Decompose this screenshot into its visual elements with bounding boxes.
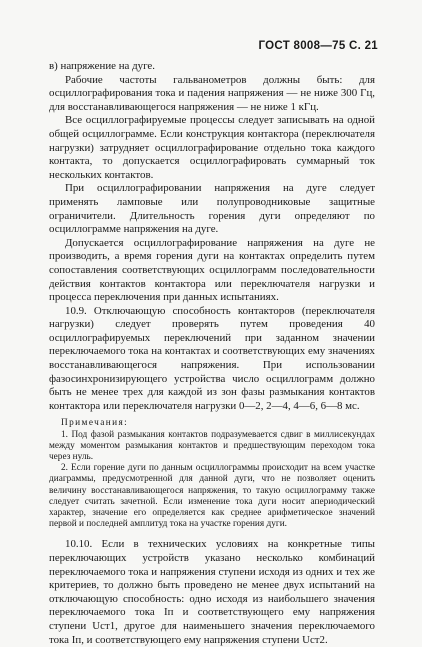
paragraph-arc-voltage-oscillography: При осциллографировании напряжения на дуге следует применять ламповые или полупроводниковые защитные ограничители. Длительность горения дуги определяют по осциллограмме напряжения на дуге.: [49, 182, 375, 236]
note-item-2: 2. Если горение дуги по данным осциллограммы происходит на всем участке диаграммы, предусмотренной для данной дуги, что не позволяет оценить величину восстанавливающегося напряжения, то такую осциллограмму также следует считать зачетной. Если изменение тока дуги носит апериодический характер, значение его определяется как среднее арифметическое значений первой и последней амплитуд тока на участке горения дуги.: [49, 463, 375, 530]
document-body: [49, 60, 375, 647]
paragraph-section-10-9: 10.9. Отключающую способность контакторов (переключателя нагрузки) следует проверять путем проведения 40 осциллографируемых переключений при заданном значении переключаемого тока на контактах и соответствующих ему значениях восстанавливающегося напряжения. При использовании фазосинхронизирующего устройства число осциллограмм должно быть не менее трех для каждой из зон фазы размыкания контактов контактора или переключателя нагрузки 0—2, 2—4, 4—6, 6—8 мс.: [49, 304, 375, 412]
paragraph-common-oscillogram: Все осциллографируемые процессы следует записывать на одной общей осциллограмме. Если конструкция контактора (переключателя нагрузки) затрудняет осциллографирование отдельно тока каждого контакта, то допускается осциллографировать суммарный ток нескольких контактов.: [49, 114, 375, 181]
notes-title: Примечания:: [61, 418, 129, 429]
paragraph-galvanometer-frequencies: Рабочие частоты гальванометров должны быть: для осциллографирования тока и падения напряжения — не ниже 300 Гц, для восстанавливающегося напряжения — не ниже 1 кГц.: [49, 73, 375, 113]
page-header: ГОСТ 8008—75 С. 21: [258, 40, 378, 52]
paragraph-oscillography-optional: Допускается осциллографирование напряжения на дуге не производить, а время горения дуги на контактах определить путем сопоставления соответствующих осциллограмм последовательности действия контактов контактора или переключателя нагрузки и процесса переключения при данных испытаниях.: [49, 236, 375, 304]
paragraph-section-10-10: 10.10. Если в технических условиях на конкретные типы переключающих устройств указано несколько комбинаций переключаемого тока и напряжения ступени исходя из одних и тех же критериев, то должно быть проведено не менее двух испытаний на отключающую способность: одно исходя из наибольшего значения переключаемого тока Iп и соответствующего ему напряжения ступени Uст1, другое для наименьшего значения переключаемого тока Iп, и соответствующего ему напряжения ступени Uст2.: [49, 538, 375, 646]
paragraph-item-v: в) напряжение на дуге.: [49, 60, 155, 72]
note-item-1: 1. Под фазой размыкания контактов подразумевается сдвиг в миллисекундах между моментом размыкания контактов и предшествующим переходом тока через нуль.: [49, 429, 375, 463]
notes-block: [49, 418, 375, 530]
